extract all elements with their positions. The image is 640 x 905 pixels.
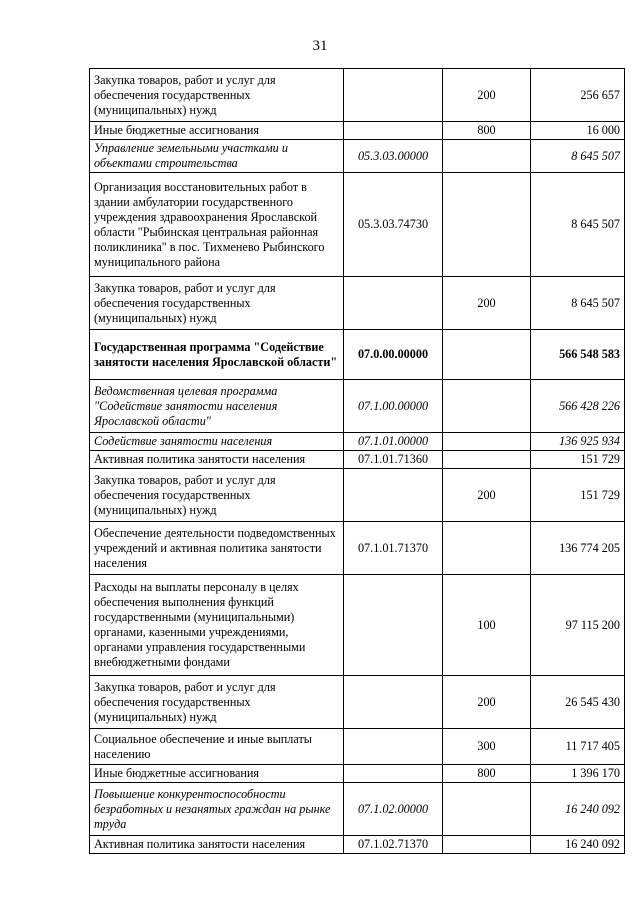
row-amount-cell: 16 000 [531, 122, 625, 140]
row-name-cell: Закупка товаров, работ и услуг для обеспечения государственных (муниципальных) нужд [90, 676, 344, 729]
page-number: 31 [312, 38, 328, 54]
row-amount-cell: 256 657 [531, 69, 625, 122]
row-expense-type-cell: 800 [443, 765, 531, 783]
row-name-cell: Государственная программа "Содействие занятости населения Ярославской области" [90, 330, 344, 380]
row-expense-type-cell: 200 [443, 277, 531, 330]
row-code-cell [344, 575, 443, 676]
row-expense-type-cell: 300 [443, 729, 531, 765]
row-code-cell: 07.1.01.71360 [344, 451, 443, 469]
row-code-cell: 07.1.01.71370 [344, 522, 443, 575]
row-code-cell [344, 765, 443, 783]
table-row [90, 469, 625, 522]
row-expense-type-cell: 800 [443, 122, 531, 140]
table-row [90, 676, 625, 729]
row-name-cell: Иные бюджетные ассигнования [90, 122, 344, 140]
row-name-cell: Содействие занятости населения [90, 433, 344, 451]
row-amount-cell: 151 729 [531, 451, 625, 469]
row-code-cell: 05.3.03.74730 [344, 173, 443, 277]
row-code-cell: 07.1.01.00000 [344, 433, 443, 451]
row-code-cell: 07.1.00.00000 [344, 380, 443, 433]
row-code-cell: 07.0.00.00000 [344, 330, 443, 380]
table-row [90, 522, 625, 575]
row-amount-cell: 136 774 205 [531, 522, 625, 575]
row-amount-cell: 16 240 092 [531, 836, 625, 854]
row-name-cell: Закупка товаров, работ и услуг для обеспечения государственных (муниципальных) нужд [90, 277, 344, 330]
row-expense-type-cell: 200 [443, 469, 531, 522]
table-row [90, 451, 625, 469]
row-expense-type-cell [443, 330, 531, 380]
row-expense-type-cell [443, 173, 531, 277]
row-amount-cell: 8 645 507 [531, 277, 625, 330]
table-row [90, 173, 625, 277]
row-code-cell [344, 729, 443, 765]
row-code-cell [344, 69, 443, 122]
row-name-cell: Управление земельными участками и объектами строительства [90, 140, 344, 173]
row-expense-type-cell: 100 [443, 575, 531, 676]
row-expense-type-cell [443, 783, 531, 836]
row-expense-type-cell [443, 140, 531, 173]
row-amount-cell: 566 548 583 [531, 330, 625, 380]
row-expense-type-cell: 200 [443, 69, 531, 122]
row-name-cell: Активная политика занятости населения [90, 836, 344, 854]
row-code-cell: 07.1.02.00000 [344, 783, 443, 836]
row-name-cell: Закупка товаров, работ и услуг для обеспечения государственных (муниципальных) нужд [90, 69, 344, 122]
row-name-cell: Расходы на выплаты персоналу в целях обеспечения выполнения функций государственными (муниципальными) органами, казенными учреждениями, органами управления государственными внебюджетными фондами [90, 575, 344, 676]
row-name-cell: Социальное обеспечение и иные выплаты населению [90, 729, 344, 765]
table-row [90, 836, 625, 854]
row-code-cell [344, 277, 443, 330]
table-row [90, 765, 625, 783]
row-code-cell: 07.1.02.71370 [344, 836, 443, 854]
row-code-cell [344, 676, 443, 729]
row-name-cell: Ведомственная целевая программа "Содействие занятости населения Ярославской области" [90, 380, 344, 433]
budget-table [89, 68, 625, 854]
row-amount-cell: 136 925 934 [531, 433, 625, 451]
table-row [90, 330, 625, 380]
table-row [90, 140, 625, 173]
table-row [90, 69, 625, 122]
budget-table-body [90, 69, 625, 854]
row-name-cell: Обеспечение деятельности подведомственных учреждений и активная политика занятости населения [90, 522, 344, 575]
row-amount-cell: 11 717 405 [531, 729, 625, 765]
row-expense-type-cell: 200 [443, 676, 531, 729]
row-amount-cell: 26 545 430 [531, 676, 625, 729]
table-row [90, 783, 625, 836]
row-name-cell: Активная политика занятости населения [90, 451, 344, 469]
row-amount-cell: 16 240 092 [531, 783, 625, 836]
row-code-cell [344, 469, 443, 522]
table-row [90, 277, 625, 330]
table-row [90, 433, 625, 451]
row-amount-cell: 566 428 226 [531, 380, 625, 433]
row-expense-type-cell [443, 836, 531, 854]
row-amount-cell: 1 396 170 [531, 765, 625, 783]
row-expense-type-cell [443, 451, 531, 469]
row-name-cell: Закупка товаров, работ и услуг для обеспечения государственных (муниципальных) нужд [90, 469, 344, 522]
row-expense-type-cell [443, 380, 531, 433]
table-row [90, 380, 625, 433]
row-code-cell [344, 122, 443, 140]
row-name-cell: Иные бюджетные ассигнования [90, 765, 344, 783]
row-expense-type-cell [443, 522, 531, 575]
table-row [90, 575, 625, 676]
row-name-cell: Повышение конкурентоспособности безработных и незанятых граждан на рынке труда [90, 783, 344, 836]
row-name-cell: Организация восстановительных работ в здании амбулатории государственного учреждения здравоохранения Ярославской области "Рыбинская центральная районная поликлиника" в пос. Тихменево Рыбинского муниципального района [90, 173, 344, 277]
row-amount-cell: 97 115 200 [531, 575, 625, 676]
row-expense-type-cell [443, 433, 531, 451]
table-row [90, 729, 625, 765]
row-amount-cell: 8 645 507 [531, 173, 625, 277]
row-code-cell: 05.3.03.00000 [344, 140, 443, 173]
row-amount-cell: 8 645 507 [531, 140, 625, 173]
row-amount-cell: 151 729 [531, 469, 625, 522]
table-row [90, 122, 625, 140]
